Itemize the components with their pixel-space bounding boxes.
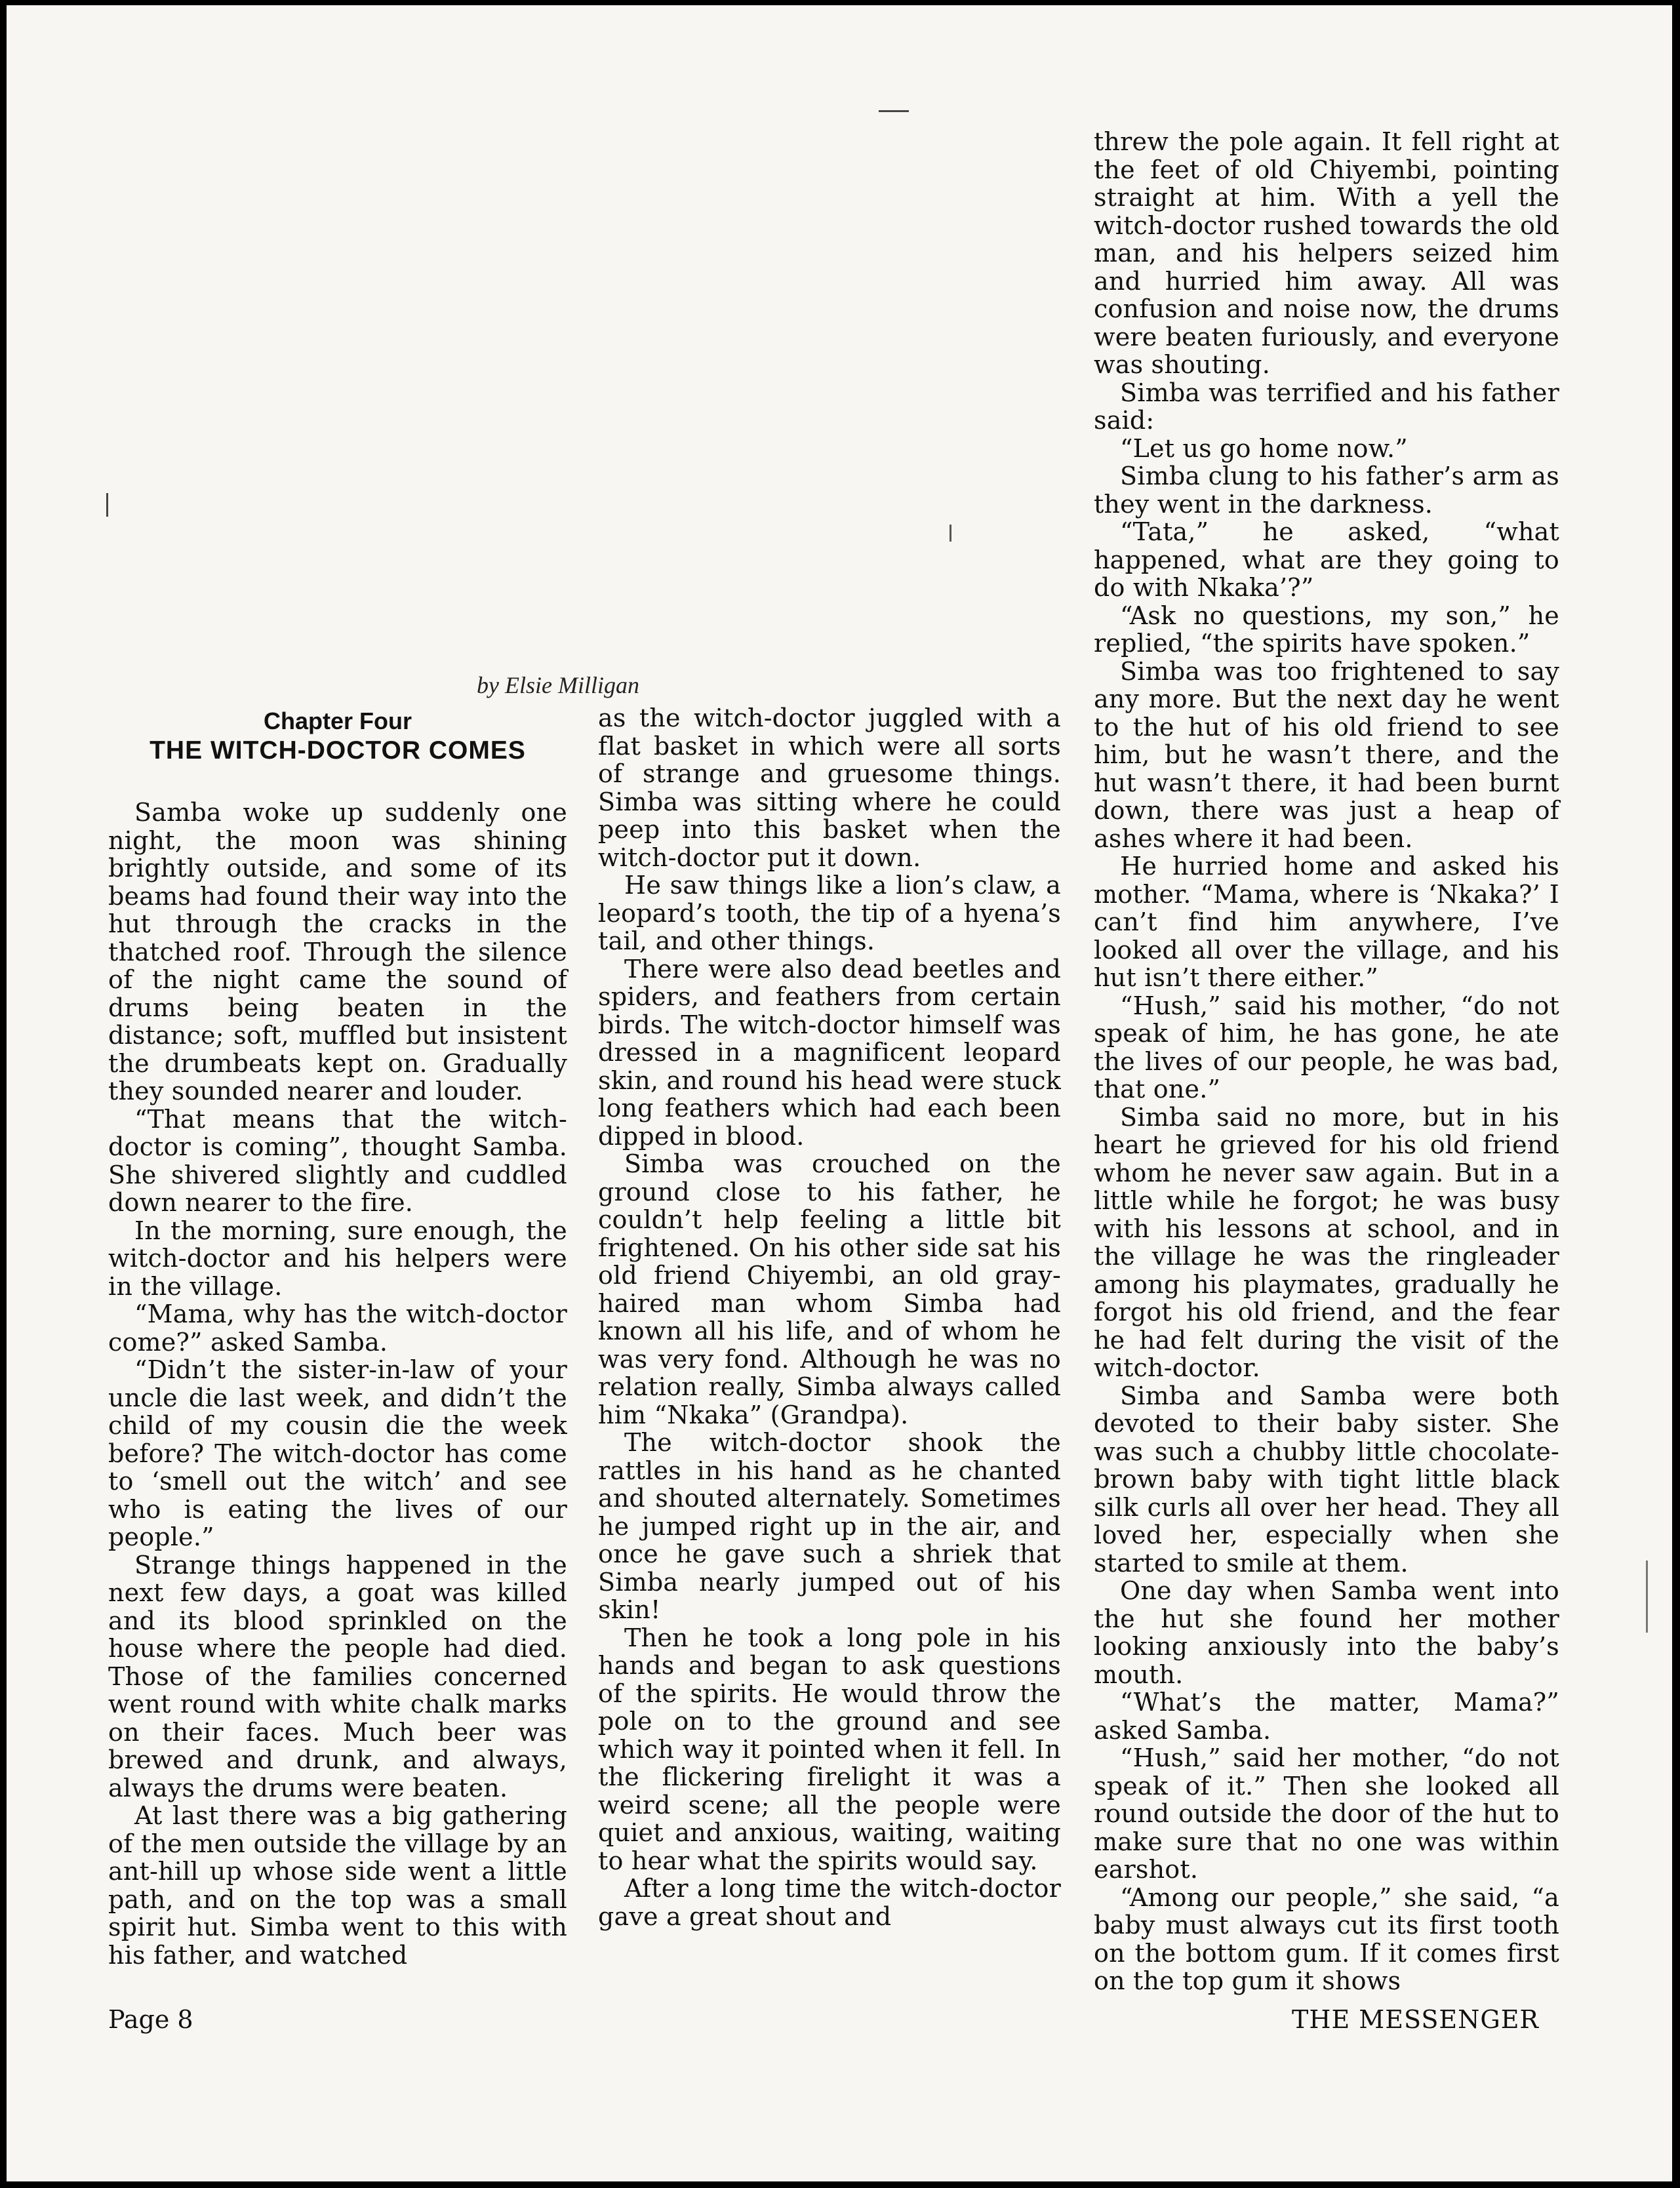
paragraph: “Tata,” he asked, “what happened, what are they going to do with Nkaka’?” xyxy=(1094,517,1559,602)
scan-mark xyxy=(1646,1561,1648,1633)
text-column-1 xyxy=(108,799,567,1969)
paragraph: Simba clung to his father’s arm as they went in the darkness. xyxy=(1094,462,1559,519)
paragraph: The witch-doctor shook the rattles in his hand as he chanted and shouted alternately. Sometimes he jumped right up in the air, and once he gave such a shriek that Simba nearly jumped out of his skin! xyxy=(598,1428,1061,1624)
paragraph: Strange things happened in the next few days, a goat was killed and its blood sprinkled on the house where the people had died. Those of the families concerned went round with white chalk marks on their faces. Much beer was brewed and drunk, and always, always the drums were beaten. xyxy=(108,1550,567,1802)
text-column-2 xyxy=(598,704,1061,1930)
paragraph: He saw things like a lion’s claw, a leopard’s tooth, the tip of a hyena’s tail, and other things. xyxy=(598,871,1061,955)
paragraph: Simba was too frightened to say any more. But the next day he went to the hut of his old friend to see him, but he wasn’t there, and the hut wasn’t there, it had been burnt down, there was just a heap of ashes where it had been. xyxy=(1094,656,1559,853)
paragraph: Simba and Samba were both devoted to their baby sister. She was such a chubby little chocolate-brown baby with tight little black silk curls all over her head. They all loved her, especially when she started to smile at them. xyxy=(1094,1381,1559,1578)
text-column-3 xyxy=(1094,128,1559,1995)
paragraph: In the morning, sure enough, the witch-doctor and his helpers were in the village. xyxy=(108,1216,567,1301)
paragraph: as the witch-doctor juggled with a flat basket in which were all sorts of strange and gruesome things. Simba was sitting where he could peep into this basket when the witch-doctor put it down. xyxy=(598,704,1061,872)
paragraph: He hurried home and asked his mother. “Mama, where is ‘Nkaka?’ I can’t find him anywhere, I’ve looked all over the village, and his hut isn’t there either.” xyxy=(1094,852,1559,992)
byline: by Elsie Milligan xyxy=(477,672,639,698)
paragraph: Simba was terrified and his father said: xyxy=(1094,378,1559,435)
scan-border-left xyxy=(0,0,7,2188)
scan-mark xyxy=(106,493,108,517)
paragraph: Samba woke up suddenly one night, the moon was shining brightly outside, and some of its beams had found their way into the hut through the cracks in the thatched roof. Through the silence of the night came the sound of drums being beaten in the distance; soft, muffled but insistent the drumbeats kept on. Gradually they sounded nearer and louder. xyxy=(108,798,567,1105)
paragraph: “Didn’t the sister-in-law of your uncle die last week, and didn’t the child of my cousin die the week before? The witch-doctor has come to ‘smell out the witch’ and see who is eating the lives of our people.” xyxy=(108,1355,567,1551)
paragraph: One day when Samba went into the hut she found her mother looking anxiously into the baby’s mouth. xyxy=(1094,1576,1559,1689)
paragraph: Simba said no more, but in his heart he grieved for his old friend whom he never saw again. But in a little while he forgot; he was busy with his lessons at school, and in the village he was the ringleader among his playmates, gradually he forgot his old friend, and the fear he had felt during the visit of the witch-doctor. xyxy=(1094,1102,1559,1382)
paragraph: “What’s the matter, Mama?” asked Samba. xyxy=(1094,1688,1559,1745)
paragraph: “Hush,” said her mother, “do not speak of it.” Then she looked all round outside the door of the hut to make sure that no one was within earshot. xyxy=(1094,1743,1559,1884)
scan-mark xyxy=(879,110,909,112)
paragraph: Then he took a long pole in his hands and began to ask questions of the spirits. He would throw the pole on to the ground and see which way it pointed when it fell. In the flickering firelight it was a weird scene; all the people were quiet and anxious, waiting, waiting to hear what the spirits would say. xyxy=(598,1623,1061,1875)
publication-name: THE MESSENGER xyxy=(1292,2005,1540,2034)
chapter-title: THE WITCH-DOCTOR COMES xyxy=(150,736,526,765)
paragraph: There were also dead beetles and spiders, and feathers from certain birds. The witch-doctor himself was dressed in a magnificent leopard skin, and round his head were stuck long feathers which had each been dipped in blood. xyxy=(598,954,1061,1151)
paragraph: “Ask no questions, my son,” he replied, “the spirits have spoken.” xyxy=(1094,601,1559,658)
chapter-heading xyxy=(105,707,570,766)
paragraph: At last there was a big gathering of the men outside the village by an ant-hill up whose side went a little path, and on the top was a small spirit hut. Simba went to this with his father, and watched xyxy=(108,1801,567,1970)
paragraph: “That means that the witch-doctor is coming”, thought Samba. She shivered slightly and cuddled down nearer to the fire. xyxy=(108,1104,567,1217)
paragraph: “Let us go home now.” xyxy=(1120,433,1408,463)
paragraph: “Hush,” said his mother, “do not speak of him, he has gone, he ate the lives of our people, he was bad, that one.” xyxy=(1094,991,1559,1104)
paragraph: threw the pole again. It fell right at the feet of old Chiyembi, pointing straight at him. With a yell the witch-doctor rushed towards the old man, and his helpers seized him and hurried him away. All was confusion and noise now, the drums were beaten furiously, and everyone was shouting. xyxy=(1094,127,1559,379)
paragraph: Simba was crouched on the ground close to his father, he couldn’t help feeling a little bit frightened. On his other side sat his old friend Chiyembi, an old gray-haired man whom Simba had known all his life, and of whom he was very fond. Although he was no relation really, Simba always called him “Nkaka” (Grandpa). xyxy=(598,1149,1061,1429)
scan-border-bottom xyxy=(0,2181,1680,2188)
scan-border-right xyxy=(1672,0,1680,2188)
chapter-number: Chapter Four xyxy=(263,707,412,734)
paragraph: “Mama, why has the witch-doctor come?” asked Samba. xyxy=(108,1300,567,1357)
scan-mark xyxy=(950,525,951,542)
scan-border-top xyxy=(0,0,1680,5)
paragraph: “Among our people,” she said, “a baby must always cut its first tooth on the bottom gum. If it comes first on the top gum it shows xyxy=(1094,1882,1559,1995)
paragraph: After a long time the witch-doctor gave a great shout and xyxy=(598,1874,1061,1931)
page-number: Page 8 xyxy=(108,2005,193,2034)
